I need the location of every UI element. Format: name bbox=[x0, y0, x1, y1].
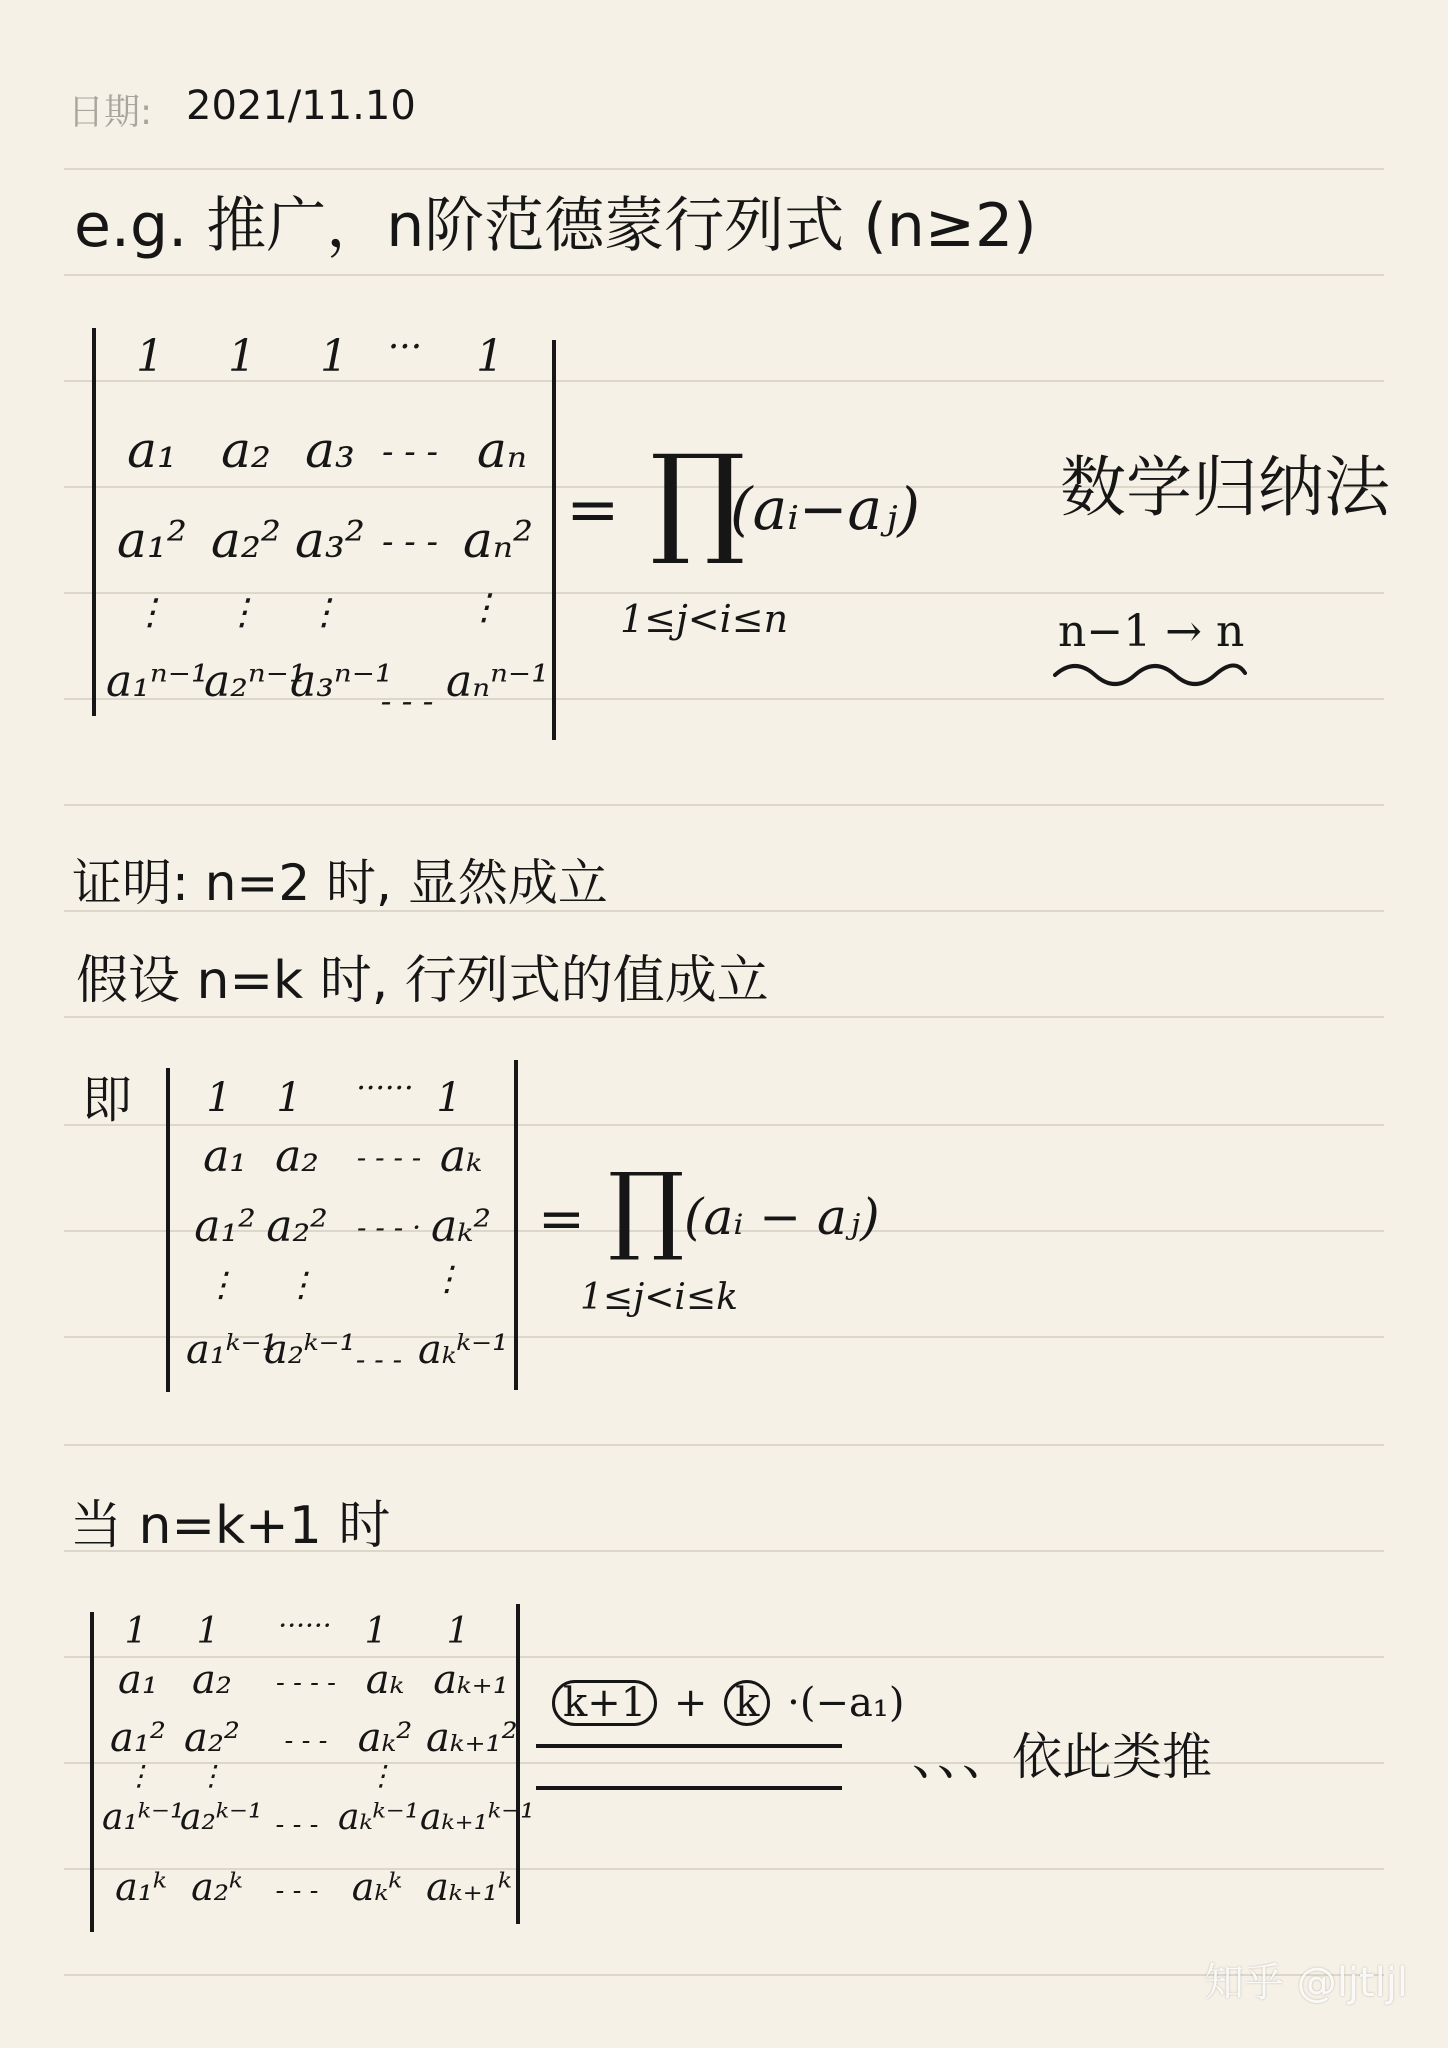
det-cell: ⋮ bbox=[224, 592, 260, 633]
product-symbol: ∏ bbox=[608, 1152, 685, 1264]
det-cell: aₖ² bbox=[431, 1201, 491, 1252]
ruling-line bbox=[64, 1656, 1384, 1658]
det-right-bar bbox=[516, 1604, 520, 1924]
side-note-step: n−1 → n bbox=[1058, 606, 1245, 657]
ruling-line bbox=[64, 804, 1384, 806]
det-cell: ······ bbox=[278, 1609, 332, 1642]
det-cell: a₂ⁿ⁻¹ bbox=[204, 656, 307, 707]
product-subscript: 1≤j<i≤k bbox=[580, 1277, 738, 1318]
circled-row-label: k+1 bbox=[552, 1680, 657, 1726]
det-cell: a₂² bbox=[184, 1715, 240, 1761]
det-left-bar bbox=[166, 1068, 170, 1392]
ji-label: 即 bbox=[82, 1071, 132, 1129]
ruling-line bbox=[64, 1444, 1384, 1446]
row-operation bbox=[548, 1680, 904, 1726]
product-expression: (aᵢ−aⱼ) bbox=[730, 475, 921, 543]
ruling-line bbox=[64, 1868, 1384, 1870]
det-cell: ⋮ bbox=[306, 592, 342, 633]
det-cell: aₖ₊₁ᵏ⁻¹ bbox=[420, 1797, 535, 1838]
det-cell: aₖ² bbox=[357, 1715, 413, 1761]
det-cell: a₁ bbox=[118, 1657, 158, 1703]
det-cell: a₁² bbox=[194, 1201, 256, 1252]
det-cell: aₖᵏ⁻¹ bbox=[418, 1327, 509, 1373]
det-cell: - - - bbox=[381, 432, 439, 472]
ruling-line bbox=[64, 380, 1384, 382]
date-value: 2021/11.10 bbox=[186, 83, 416, 129]
det-cell: a₁² bbox=[110, 1715, 166, 1761]
det-left-bar bbox=[90, 1612, 94, 1932]
det-cell: 1 bbox=[364, 1611, 388, 1652]
proof-line-1: 证明: n=2 时, 显然成立 bbox=[72, 854, 608, 912]
product-symbol: ∏ bbox=[650, 430, 746, 569]
det-right-bar bbox=[514, 1060, 518, 1390]
det-cell: aₙ bbox=[476, 421, 528, 479]
equals-sign: = bbox=[538, 1187, 585, 1252]
det-cell: ⋮ bbox=[125, 1759, 153, 1792]
det-cell: a₃² bbox=[295, 511, 365, 569]
det-cell: ⋮ bbox=[430, 1259, 464, 1299]
det-cell: a₂² bbox=[211, 511, 281, 569]
det-cell: a₁ bbox=[203, 1131, 247, 1182]
date-label: 日期: bbox=[68, 92, 153, 133]
det-cell: - - - bbox=[284, 1726, 328, 1756]
det-cell: a₂ᵏ bbox=[191, 1865, 243, 1909]
det-cell: 1 bbox=[476, 331, 504, 382]
det-cell: a₂ bbox=[221, 421, 271, 479]
det-right-bar bbox=[552, 340, 556, 740]
watermark: 知乎 @ljtljl bbox=[1204, 1960, 1408, 2006]
det-cell: 1 bbox=[206, 1075, 232, 1121]
det-cell: - - - bbox=[275, 1876, 319, 1906]
ruling-line bbox=[64, 274, 1384, 276]
det-cell: - - - · bbox=[357, 1211, 421, 1244]
times-factor: ·(−a₁) bbox=[787, 1680, 905, 1726]
det-cell: 1 bbox=[276, 1075, 302, 1121]
det-cell: a₃ bbox=[305, 421, 355, 479]
ruling-line bbox=[64, 168, 1384, 170]
wavy-underline bbox=[1050, 655, 1250, 695]
det-cell: ··· bbox=[387, 327, 423, 368]
det-cell: aₖ bbox=[439, 1131, 483, 1182]
plus-sign: + bbox=[673, 1680, 708, 1726]
det-cell: aₖ₊₁ᵏ bbox=[426, 1865, 512, 1909]
page-title: e.g. 推广，n阶范德蒙行列式 (n≥2) bbox=[74, 191, 1037, 261]
det-cell: a₂² bbox=[266, 1201, 328, 1252]
det-cell: ⋮ bbox=[204, 1265, 238, 1305]
step3-heading: 当 n=k+1 时 bbox=[70, 1496, 391, 1556]
det-cell: aₖ₊₁² bbox=[426, 1715, 518, 1761]
det-cell: a₂ bbox=[275, 1131, 319, 1182]
det-cell: ⋮ bbox=[367, 1759, 395, 1792]
det-cell: aₙⁿ⁻¹ bbox=[446, 656, 549, 707]
circled-row-label: k bbox=[724, 1680, 770, 1726]
side-note-title: 数学归纳法 bbox=[1060, 449, 1390, 526]
det-cell: a₂ᵏ⁻¹ bbox=[180, 1797, 263, 1838]
proof-line-2: 假设 n=k 时, 行列式的值成立 bbox=[76, 951, 769, 1011]
det-cell: ⋮ bbox=[132, 592, 168, 633]
product-expression: (aᵢ − aⱼ) bbox=[684, 1188, 880, 1246]
det-cell: - - - bbox=[381, 522, 439, 562]
det-cell: 1 bbox=[320, 331, 348, 382]
det-cell: a₁ⁿ⁻¹ bbox=[106, 656, 209, 707]
det-cell: - - - - bbox=[276, 1668, 336, 1698]
product-subscript: 1≤j<i≤n bbox=[620, 597, 789, 641]
ruling-line bbox=[64, 1016, 1384, 1018]
det-cell: - - - bbox=[380, 682, 434, 720]
ruling-line bbox=[64, 592, 1384, 594]
det-cell: aₖᵏ bbox=[351, 1865, 403, 1909]
det-cell: aₖᵏ⁻¹ bbox=[338, 1797, 420, 1838]
det-cell: 1 bbox=[124, 1611, 148, 1652]
det-cell: aₖ₊₁ bbox=[433, 1657, 509, 1703]
det-cell: a₂ bbox=[192, 1657, 232, 1703]
operation-underline bbox=[536, 1744, 842, 1748]
ruling-line bbox=[64, 1974, 1384, 1976]
det-cell: a₂ᵏ⁻¹ bbox=[264, 1327, 356, 1373]
det-cell: a₁ᵏ⁻¹ bbox=[102, 1797, 185, 1838]
det-cell: a₁² bbox=[117, 511, 187, 569]
det-cell: a₁ᵏ⁻¹ bbox=[186, 1327, 278, 1373]
det-cell: - - - - bbox=[356, 1141, 422, 1174]
det-cell: - - - bbox=[355, 1343, 403, 1376]
equals-sign: = bbox=[566, 473, 620, 547]
det-cell: ⋮ bbox=[466, 587, 502, 628]
det-cell: 1 bbox=[136, 331, 164, 382]
operation-underline bbox=[536, 1786, 842, 1790]
det-left-bar bbox=[92, 328, 96, 716]
det-cell: aₙ² bbox=[462, 511, 534, 569]
det-cell: 1 bbox=[446, 1611, 470, 1652]
det-cell: a₁ bbox=[127, 421, 177, 479]
det-cell: aₖ bbox=[365, 1657, 405, 1703]
det-cell: 1 bbox=[228, 331, 256, 382]
det-cell: - - - bbox=[275, 1810, 319, 1840]
det-cell: 1 bbox=[436, 1075, 462, 1121]
ruling-line bbox=[64, 1124, 1384, 1126]
etc-note: 、、、依此类推 bbox=[912, 1728, 1212, 1786]
det-cell: ⋮ bbox=[284, 1265, 318, 1305]
det-cell: a₁ᵏ bbox=[115, 1865, 167, 1909]
det-cell: 1 bbox=[196, 1611, 220, 1652]
det-cell: ⋮ bbox=[197, 1759, 225, 1792]
det-cell: a₃ⁿ⁻¹ bbox=[290, 656, 393, 707]
det-cell: ······ bbox=[356, 1071, 414, 1106]
